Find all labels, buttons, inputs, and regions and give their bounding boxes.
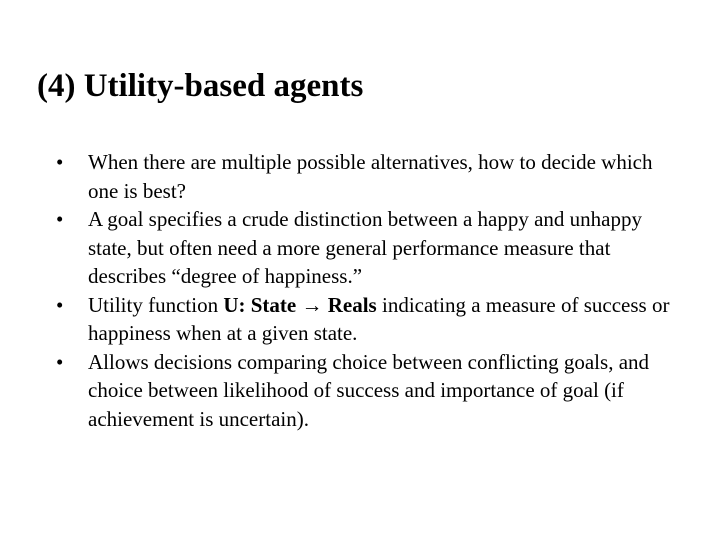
bullet-icon: •: [56, 207, 64, 231]
list-item: [56, 291, 686, 348]
bullet-icon: •: [56, 349, 64, 374]
bullet-list: [56, 148, 686, 433]
utility-reals-text: Reals: [322, 292, 377, 317]
right-arrow-icon: →: [301, 292, 323, 317]
bullet-text: [88, 291, 686, 348]
bullet-text: Allows decisions comparing choice between conflicting goals, and choice between likelihood of success and importance of goal (if achievement is uncertain).: [88, 349, 650, 431]
bullet-icon: •: [56, 292, 64, 317]
utility-prefix-text: Utility function: [88, 292, 224, 317]
utility-state-text: U: State: [223, 292, 302, 317]
list-item: [56, 348, 686, 434]
bullet-text: When there are multiple possible alternatives, how to decide which one is best?: [88, 150, 653, 203]
utility-suffix-text: indicating a measure of success or happiness when at a given state.: [88, 292, 670, 345]
list-item: [56, 148, 686, 205]
bullet-text: A goal specifies a crude distinction between a happy and unhappy state, but often need a more general performance measure that describes “degree of happiness.”: [88, 207, 642, 288]
slide-title: (4) Utility-based agents: [37, 68, 364, 104]
bullet-icon: •: [56, 150, 64, 174]
list-item: [56, 205, 686, 291]
